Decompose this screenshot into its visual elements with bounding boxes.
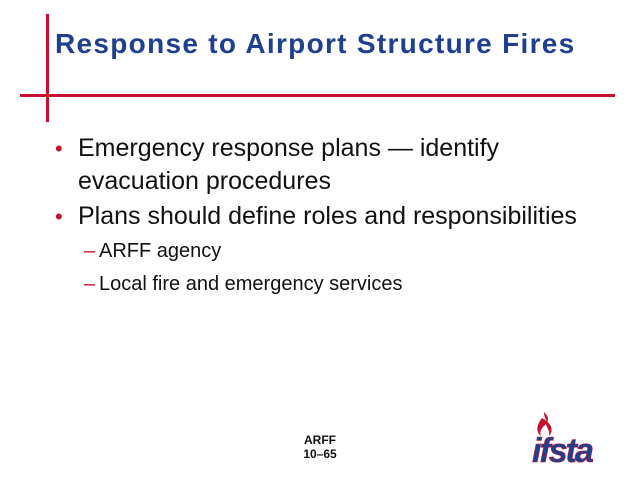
bullet-dot-icon: • bbox=[55, 136, 63, 161]
footer-course: ARFF bbox=[304, 433, 336, 447]
ifsta-logo bbox=[522, 410, 622, 468]
bullet-dot-icon: • bbox=[55, 204, 63, 229]
sub-bullet-item bbox=[55, 235, 615, 268]
horizontal-accent-rule bbox=[20, 94, 615, 97]
slide-footer bbox=[270, 433, 370, 461]
sub-bullet-text: ARFF agency bbox=[99, 240, 222, 262]
vertical-accent-rule bbox=[46, 14, 49, 122]
svg-text:ifsta: ifsta bbox=[532, 432, 592, 468]
slide-content bbox=[55, 132, 615, 301]
sub-bullet-text: Local fire and emergency services bbox=[99, 273, 403, 295]
slide-title: Response to Airport Structure Fires bbox=[55, 28, 576, 59]
bullet-item bbox=[55, 200, 615, 233]
bullet-text: Emergency response plans — identify evacuation procedures bbox=[78, 134, 500, 195]
sub-bullet-item bbox=[55, 268, 615, 301]
footer-page-number: 10–65 bbox=[303, 447, 337, 461]
bullet-text: Plans should define roles and responsibilities bbox=[78, 202, 577, 230]
dash-icon: – bbox=[84, 273, 96, 295]
dash-icon: – bbox=[84, 240, 96, 262]
bullet-item bbox=[55, 132, 615, 198]
